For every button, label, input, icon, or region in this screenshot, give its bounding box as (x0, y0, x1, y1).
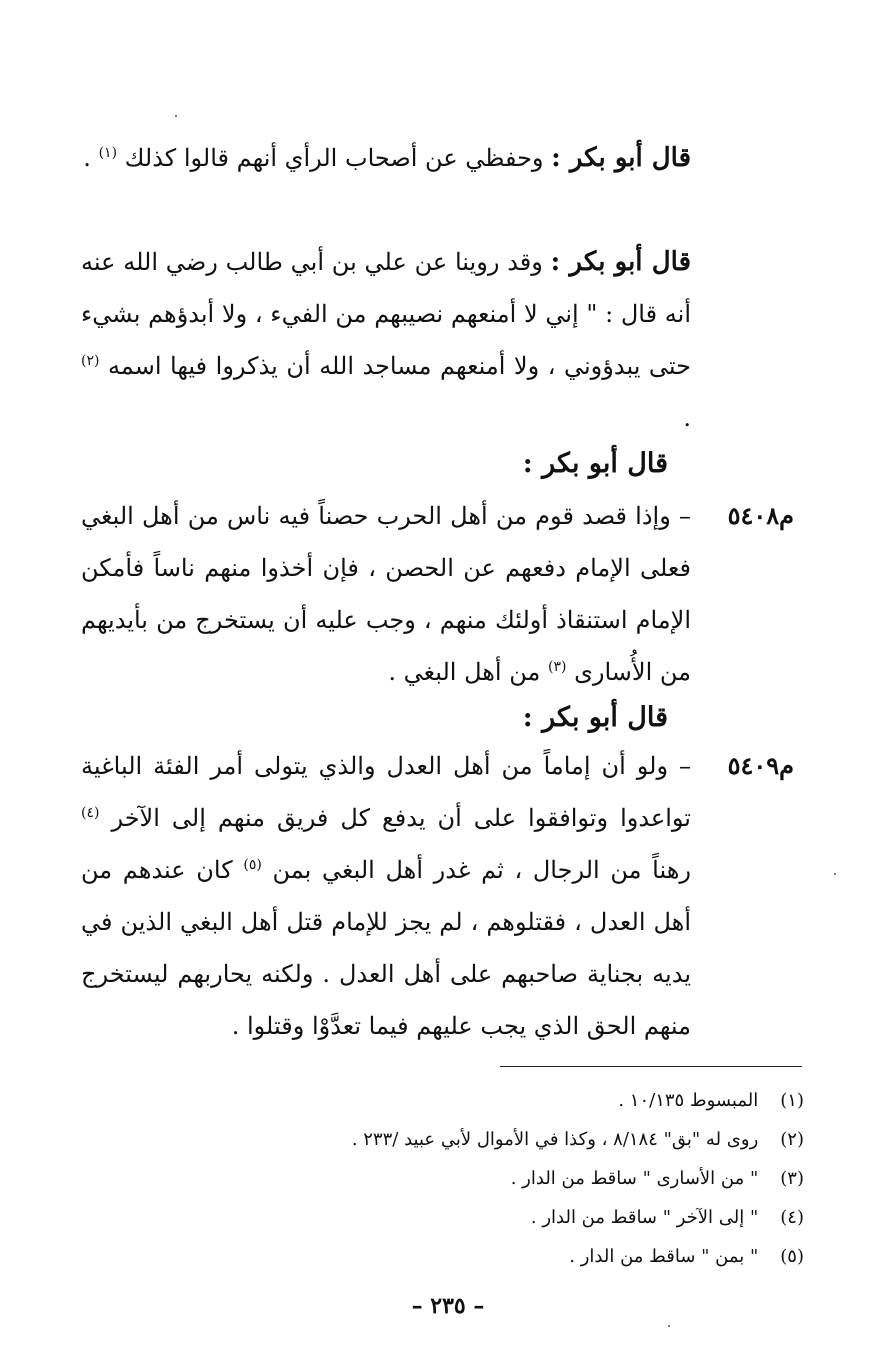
issue-text-b: رهناً من الرجال ، ثم غدر أهل البغي بمن (272, 856, 691, 884)
footnote-text: " بمن " ساقط من الدار . (569, 1246, 759, 1267)
issue-5409 (81, 740, 691, 1052)
scan-speck (668, 1325, 670, 1327)
section-heading-2: قال أبو بكر : (522, 702, 668, 733)
issue-number-5409: م٥٤٠٩ (727, 751, 794, 780)
footnote-mark: (٣) (780, 1168, 804, 1189)
section-heading-1: قال أبو بكر : (522, 448, 668, 479)
footnote-mark: (٥) (780, 1246, 804, 1267)
issue-5408 (81, 490, 691, 698)
paragraph-2 (81, 236, 691, 444)
footnote-text: روى له "بق" ٨/١٨٤ ، وكذا في الأموال لأبي عبيد /٢٣٣ . (351, 1129, 759, 1150)
footnote-item (104, 1081, 804, 1120)
footnote-item (104, 1159, 804, 1198)
speaker-label: قال أبو بكر : (550, 247, 691, 277)
paragraph-text: وحفظي عن أصحاب الرأي أنهم قالوا كذلك (124, 144, 544, 172)
issue-text-c: كان عندهم من أهل العدل ، فقتلوهم ، لم يجز للإمام قتل أهل البغي الذين في يديه بجناية صاحبهم على أهل العدل . ولكنه يحاربهم ليستخرج منهم الحق الذي يجب عليهم فيما تعدَّوْا وقتلوا . (81, 856, 691, 1040)
issue-text-end: من أهل البغي . (388, 658, 541, 686)
page-number: – ٢٣٥ – (411, 1293, 485, 1319)
footnotes (104, 1081, 804, 1276)
footnote-item (104, 1237, 804, 1276)
footnote-ref-4: (٤) (81, 805, 100, 821)
footnote-mark: (٢) (780, 1129, 804, 1150)
issue-number-5408: م٥٤٠٨ (727, 501, 794, 530)
footnote-ref-2: (٢) (81, 353, 100, 369)
scan-speck (175, 115, 177, 117)
footnote-text: المبسوط ١٠/١٣٥ . (618, 1090, 759, 1111)
issue-text: – وإذا قصد قوم من أهل الحرب حصناً فيه ناس من أهل البغي فعلى الإمام دفعهم عن الحصن ، فإن أخذوا منهم ناساً فأمكن الإمام استنقاذ أولئك منهم ، وجب عليه أن يستخرج من بأيديهم من الأُسارى (81, 502, 691, 686)
footnote-ref-1: (١) (98, 145, 118, 161)
footnote-mark: (١) (780, 1090, 804, 1111)
footnote-item (104, 1120, 804, 1159)
scan-speck (834, 873, 836, 875)
footnote-text: " إلى الآخر " ساقط من الدار . (530, 1207, 759, 1228)
footnote-mark: (٤) (780, 1207, 804, 1228)
paragraph-1 (81, 132, 691, 184)
issue-text-a: – ولو أن إماماً من أهل العدل والذي يتولى أمر الفئة الباغية تواعدوا وتوافقوا على أن يدفع كل فريق منهم إلى الآخر (81, 752, 692, 832)
footnote-ref-5: (٥) (243, 857, 262, 873)
paragraph-end: . (683, 404, 691, 432)
paragraph-text: وقد روينا عن علي بن أبي طالب رضي الله عنه أنه قال : " إني لا أمنعهم نصيبهم من الفيء ، ولا أبدؤهم بشيء حتى يبدؤوني ، ولا أمنعهم مساجد الله أن يذكروا فيها اسمه (81, 248, 691, 380)
paragraph-end: . (83, 144, 91, 172)
footnote-ref-3: (٣) (547, 659, 567, 675)
speaker-label: قال أبو بكر : (551, 143, 691, 173)
footnote-item (104, 1198, 804, 1237)
footnote-text: " من الأسارى " ساقط من الدار . (510, 1168, 759, 1189)
footnote-separator (500, 1066, 802, 1067)
